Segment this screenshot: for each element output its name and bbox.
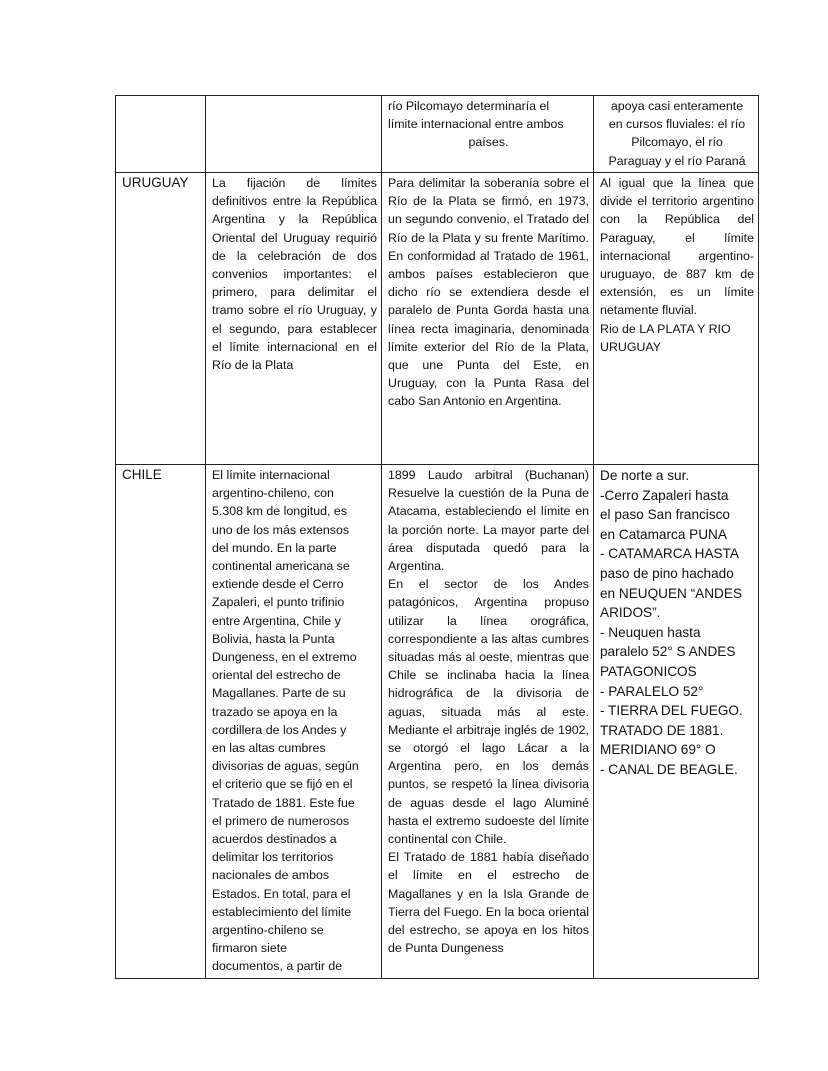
- treaty-text: río Pilcomayo determinaría el límite internacional entre ambos: [388, 99, 564, 132]
- description-text: El límite internacional argentino-chileno, con 5.308 km de longitud, es uno de los más extensos del mundo. En la parte continental americana se extiende desde el Cerro Zapaleri, el punto trifinio entre Argentina, Chile y Bolivia, hasta la Punta Dungeness, en el extremo oriental del estrecho de Magallanes. Parte de su trazado se apoya en la cordillera de los Andes y en las altas cumbres divisorias de aguas, según el criterio que se fijó en el Tratado de 1881. Este fue el primero de numerosos acuerdos destinados a delimitar los territorios nacionales de ambos Estados. En total, para el establecimiento del límite argentino-chileno se firmaron siete documentos, a partir de: [212, 468, 359, 974]
- description-text: La fijación de límites definitivos entre la República Argentina y la República Oriental del Uruguay requirió de la celebración de dos convenios importantes: el primero, para delimitar el tramo sobre el río Uruguay, y el segundo, para establecer el límite internacional en el Río de la Plata: [212, 176, 377, 373]
- treaty-paragraph: En el sector de los Andes patagónicos, Argentina propuso utilizar la línea orográfica, correspondiente a las altas cumbres situadas más al oeste, mientras que Chile se inclinaba hacia la línea hidrográfica de la divisoria de aguas, situada más al este. Mediante el arbitraje inglés de 1902, se otorgó el lago Lácar a la Argentina pero, en los demás puntos, se respetó la línea divisoria de aguas desde el lago Aluminé hasta el extremo sudoeste del límite continental con Chile.: [388, 577, 589, 847]
- country-name: URUGUAY: [122, 175, 189, 190]
- table-row: [116, 173, 759, 465]
- country-name: CHILE: [122, 467, 162, 482]
- treaty-text-last-line: países.: [468, 135, 509, 150]
- country-cell: [116, 173, 206, 465]
- boundary-text: De norte a sur. -Cerro Zapaleri hasta el paso San francisco en Catamarca PUNA - CATAMARCA HASTA paso de pino hachado en NEUQUEN “ANDES ARIDOS”. - Neuquen hasta paralelo 52° S ANDES PATAGONICOS - PARALELO 52° - TIERRA DEL FUEGO. TRATADO DE 1881. MERIDIANO 69° O - CANAL DE BEAGLE.: [600, 468, 743, 777]
- table-row: [116, 465, 759, 979]
- description-cell: [206, 96, 382, 173]
- country-cell: [116, 465, 206, 979]
- treaty-cell: [382, 173, 594, 465]
- borders-table: [115, 95, 759, 979]
- boundary-cell: [594, 173, 759, 465]
- treaty-paragraph: 1899 Laudo arbitral (Buchanan) Resuelve la cuestión de la Puna de Atacama, estableciendo el límite en la porción norte. La mayor parte del área disputada quedó para la Argentina.: [388, 468, 589, 574]
- boundary-text: Al igual que la línea que divide el territorio argentino con la República del Paraguay, el límite internacional argentino-uruguayo, de 887 km de extensión, es un límite netamente fluvial.: [600, 176, 754, 318]
- treaty-cell: [382, 96, 594, 173]
- boundary-text: apoya casi enteramente en cursos fluviales: el río Pilcomayo, el río Paraguay y el río Paraná: [608, 99, 746, 168]
- boundary-cell: [594, 96, 759, 173]
- treaty-paragraph: El Tratado de 1881 había diseñado el límite en el estrecho de Magallanes y en la Isla Grande de Tierra del Fuego. En la boca oriental del estrecho, se apoya en los hitos de Punta Dungeness: [388, 850, 589, 956]
- table-row: [116, 96, 759, 173]
- boundary-cell: [594, 465, 759, 979]
- treaty-cell: [382, 465, 594, 979]
- treaty-text: Para delimitar la soberanía sobre el Río de la Plata se firmó, en 1973, un segundo convenio, el Tratado del Río de la Plata y su frente Marítimo. En conformidad al Tratado de 1961, ambos países establecieron que dicho río se extendiera desde el paralelo de Punta Gorda hasta una línea recta imaginaria, denominada límite exterior del Río de la Plata, que une Punta del Este, en Uruguay, con la Punta Rasa del cabo San Antonio en Argentina.: [388, 176, 589, 409]
- country-cell: [116, 96, 206, 173]
- boundary-rivers: Rio de LA PLATA Y RIO URUGUAY: [600, 321, 731, 354]
- description-cell: [206, 173, 382, 465]
- description-cell: [206, 465, 382, 979]
